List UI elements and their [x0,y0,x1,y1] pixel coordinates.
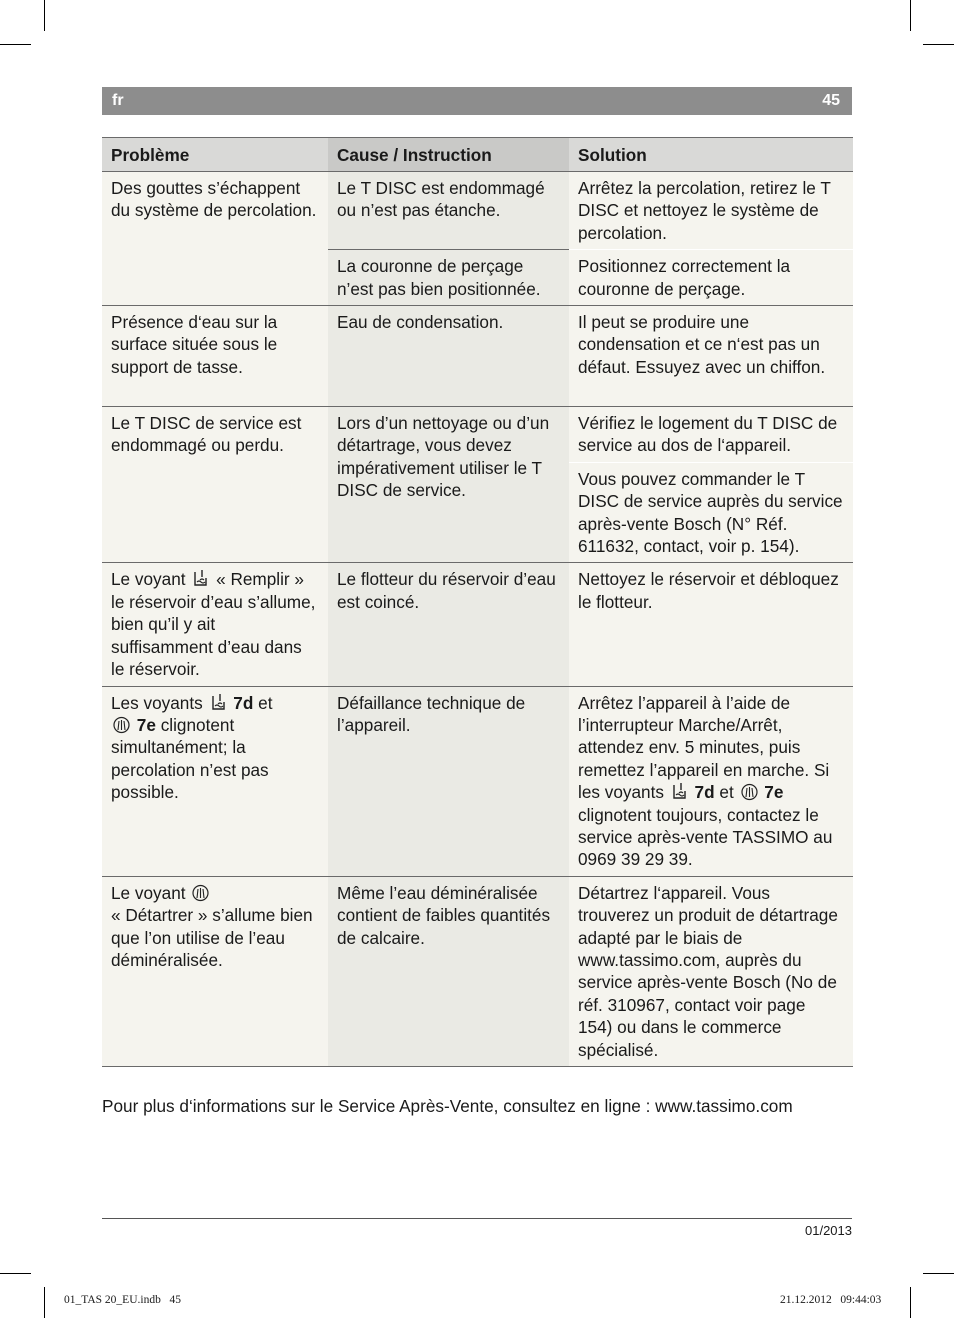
table-row [102,563,853,686]
problem-cell: Le T DISC de service est endommagé ou perdu. [102,407,328,563]
troubleshooting-table [102,137,853,1067]
problem-text: Les voyants [111,692,203,713]
table-row [102,686,853,876]
indicator-code: 7d [233,692,254,713]
crop-mark [923,44,954,45]
crop-mark [44,0,45,31]
problem-cell [102,686,328,876]
descale-icon [741,782,758,801]
water-tank-icon [210,693,227,712]
cause-cell: Eau de condensation. [328,306,569,407]
problem-text: « Remplir » le réservoir d’eau s’allume, bien qu’il y ait suffisamment d’eau dans le réservoir. [111,569,316,680]
cause-cell: Le flotteur du réservoir d’eau est coincé. [328,563,569,686]
table-row [102,407,853,463]
footer-date: 01/2013 [805,1223,852,1238]
solution-text: clignotent toujours, contactez le service après-vente TASSIMO au 0969 39 29 39. [578,804,833,870]
service-info-text: Pour plus d‘informations sur le Service Après-Vente, consultez en ligne : www.tassimo.com [102,1096,793,1116]
table-header-row [102,138,853,172]
table-row [102,876,853,1066]
solution-cell: Vérifiez le logement du T DISC de service au dos de l‘appareil. [569,407,853,463]
column-header-problem: Problème [102,138,328,172]
solution-cell: Positionnez correctement la couronne de perçage. [569,250,853,306]
solution-cell: Nettoyez le réservoir et débloquez le flotteur. [569,563,853,686]
page-header [102,87,852,115]
column-header-solution: Solution [569,138,853,172]
water-tank-icon [671,782,688,801]
indicator-code: 7e [764,782,784,803]
solution-cell: Vous pouvez commander le T DISC de service auprès du service après-vente Bosch (N° Réf. 611632, contact, voir p. 154). [569,462,853,563]
problem-cell [102,563,328,686]
solution-cell: Il peut se produire une condensation et ce n‘est pas un défaut. Essuyez avec un chiffon. [569,306,853,407]
footer-divider [102,1218,852,1219]
problem-cell: Des gouttes s’échappent du système de percolation. [102,172,328,306]
water-tank-icon [192,569,209,588]
cause-cell: Lors d’un nettoyage ou d’un détartrage, vous devez impérativement utiliser le T DISC de service. [328,407,569,563]
crop-mark [910,1287,911,1318]
descale-icon [113,715,130,734]
crop-mark [0,44,31,45]
print-slug-timestamp: 21.12.2012 09:44:03 [780,1294,882,1306]
crop-mark [923,1273,954,1274]
language-label: fr [112,92,124,109]
solution-cell [569,686,853,876]
problem-text: Le voyant [111,569,186,590]
table-row [102,306,853,407]
cause-cell: Le T DISC est endommagé ou n’est pas étanche. [328,172,569,250]
crop-mark [910,0,911,31]
crop-mark [0,1273,31,1274]
solution-text: et [719,782,734,803]
problem-cell [102,876,328,1066]
solution-cell: Détartrez l‘appareil. Vous trouverez un produit de détartrage adapté par le biais de www.tassimo.com, auprès du service après-vente Bosch (No de réf. 310967, contact voir page 154) ou dans le commerce spécialisé. [569,876,853,1066]
problem-text: et [258,692,273,713]
problem-cell: Présence d‘eau sur la surface située sous le support de tasse. [102,306,328,407]
crop-mark [44,1287,45,1318]
indicator-code: 7e [136,714,156,735]
cause-cell: Même l’eau déminéralisée contient de faibles quantités de calcaire. [328,876,569,1066]
problem-text: « Détartrer » s’allume bien que l’on utilise de l’eau déminéralisée. [111,905,313,970]
descale-icon [192,883,209,902]
cause-cell: Défaillance technique de l’appareil. [328,686,569,876]
solution-text: Arrêtez l’appareil à l’aide de l’interrupteur Marche/Arrêt, attendez env. 5 minutes, puis remettez l’appareil en marche. Si les voyants [578,692,830,803]
page-number: 45 [822,92,840,109]
print-slug-file: 01_TAS 20_EU.indb 45 [64,1294,181,1306]
problem-text: clignotent simultanément; la percolation n’est pas possible. [111,714,269,803]
problem-text: Le voyant [111,882,186,903]
indicator-code: 7d [694,782,715,803]
cause-cell: La couronne de perçage n’est pas bien positionnée. [328,250,569,306]
solution-cell: Arrêtez la percolation, retirez le T DISC et nettoyez le système de percolation. [569,172,853,250]
column-header-cause: Cause / Instruction [328,138,569,172]
table-row [102,172,853,250]
